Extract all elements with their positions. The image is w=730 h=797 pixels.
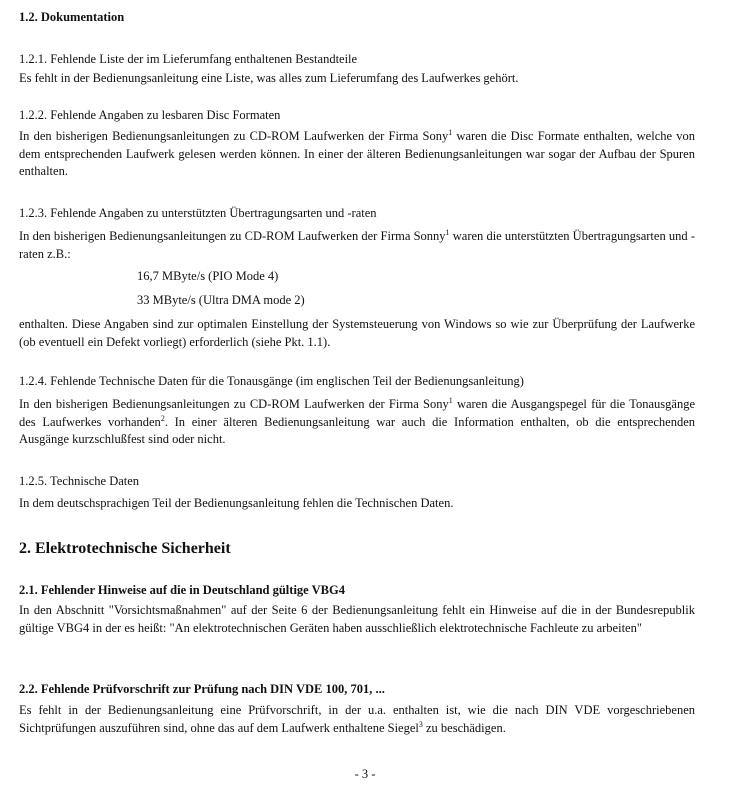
footnote-ref: 1 xyxy=(448,395,453,405)
section-heading-1-2: 1.2. Dokumentation xyxy=(19,10,125,24)
paragraph-text: . In einer älteren Bedienungsanleitung war auch die Information enthalten, ob die entsprechenden Ausgänge kurzschlußfest sind oder nicht. xyxy=(19,414,695,446)
footnote-ref: 1 xyxy=(448,127,453,137)
section-heading-2-1: 2.1. Fehlender Hinweise auf die in Deutschland gültige VBG4 xyxy=(19,583,345,597)
paragraph-1-2-3 xyxy=(19,228,695,263)
paragraph-text: waren die Ausgangspegel für die Tonausgänge des Laufwerkes vorhanden xyxy=(19,397,695,429)
subsection-heading-1-2-2: 1.2.2. Fehlende Angaben zu lesbaren Disc Formaten xyxy=(19,108,281,122)
paragraph-text: In den bisherigen Bedienungsanleitungen zu CD-ROM Laufwerken der Firma Sonny xyxy=(19,229,446,243)
paragraph-text: In den bisherigen Bedienungsanleitungen zu CD-ROM Laufwerken der Firma Sony xyxy=(19,129,449,143)
paragraph-1-2-4 xyxy=(19,396,695,449)
subsection-heading-1-2-1: 1.2.1. Fehlende Liste der im Lieferumfang enthaltenen Bestandteile xyxy=(19,52,358,66)
paragraph-text: waren die unterstützten Übertragungsarten und -raten z.B.: xyxy=(19,229,695,261)
paragraph-text: waren die Disc Formate enthalten, welche von dem entsprechenden Laufwerk gelesen werden können. In einer der älteren Bedienungsanleitungen war sogar der Aufbau der Spuren enthalten. xyxy=(19,129,695,178)
paragraph-1-2-3-cont: enthalten. Diese Angaben sind zur optimalen Einstellung der Systemsteuerung von Windows so wie zur Überprüfung der Laufwerke (ob eventuell ein Defekt vorliegt) erforderlich (siehe Pkt. 1.1). xyxy=(19,317,695,349)
paragraph-2-1: In den Abschnitt "Vorsichtsmaßnahmen" auf der Seite 6 der Bedienungsanleitung fehlt ein Hinweise auf die in der Bundesrepublik gültige VBG4 in der es heißt: "An elektrotechnischen Geräten haben ausschließlich elektrotechnische Fachleute zu arbeiten" xyxy=(19,603,695,635)
subsection-heading-1-2-3: 1.2.3. Fehlende Angaben zu unterstützten Übertragungsarten und -raten xyxy=(19,206,377,220)
footnote-ref: 1 xyxy=(445,227,450,237)
page-number: - 3 - xyxy=(354,767,376,781)
subsection-heading-1-2-4: 1.2.4. Fehlende Technische Daten für die Tonausgänge (im englischen Teil der Bedienungsanleitung) xyxy=(19,374,524,388)
section-heading-2: 2. Elektrotechnische Sicherheit xyxy=(19,540,231,557)
paragraph-1-2-5: In dem deutschsprachigen Teil der Bedienungsanleitung fehlen die Technischen Daten. xyxy=(19,496,454,510)
paragraph-2-2 xyxy=(19,702,695,737)
paragraph-1-2-2 xyxy=(19,128,695,181)
rate-item-udma: 33 MByte/s (Ultra DMA mode 2) xyxy=(137,293,305,307)
paragraph-text: Es fehlt in der Bedienungsanleitung eine Prüfvorschrift, in der u.a. enthalten ist, wie die nach DIN VDE vorgeschriebenen Sichtprüfungen auszuführen sind, ohne das auf dem Laufwerk enthaltene Siegel xyxy=(19,703,695,735)
paragraph-1-2-1: Es fehlt in der Bedienungsanleitung eine Liste, was alles zum Lieferumfang des Laufwerkes gehört. xyxy=(19,71,519,85)
section-heading-2-2: 2.2. Fehlende Prüfvorschrift zur Prüfung nach DIN VDE 100, 701, ... xyxy=(19,682,385,696)
subsection-heading-1-2-5: 1.2.5. Technische Daten xyxy=(19,474,140,488)
footnote-ref: 2 xyxy=(160,413,165,423)
footnote-ref: 3 xyxy=(418,719,423,729)
paragraph-text: In den bisherigen Bedienungsanleitungen zu CD-ROM Laufwerken der Firma Sony xyxy=(19,397,449,411)
rate-item-pio: 16,7 MByte/s (PIO Mode 4) xyxy=(137,269,279,283)
paragraph-text: zu beschädigen. xyxy=(422,720,506,735)
